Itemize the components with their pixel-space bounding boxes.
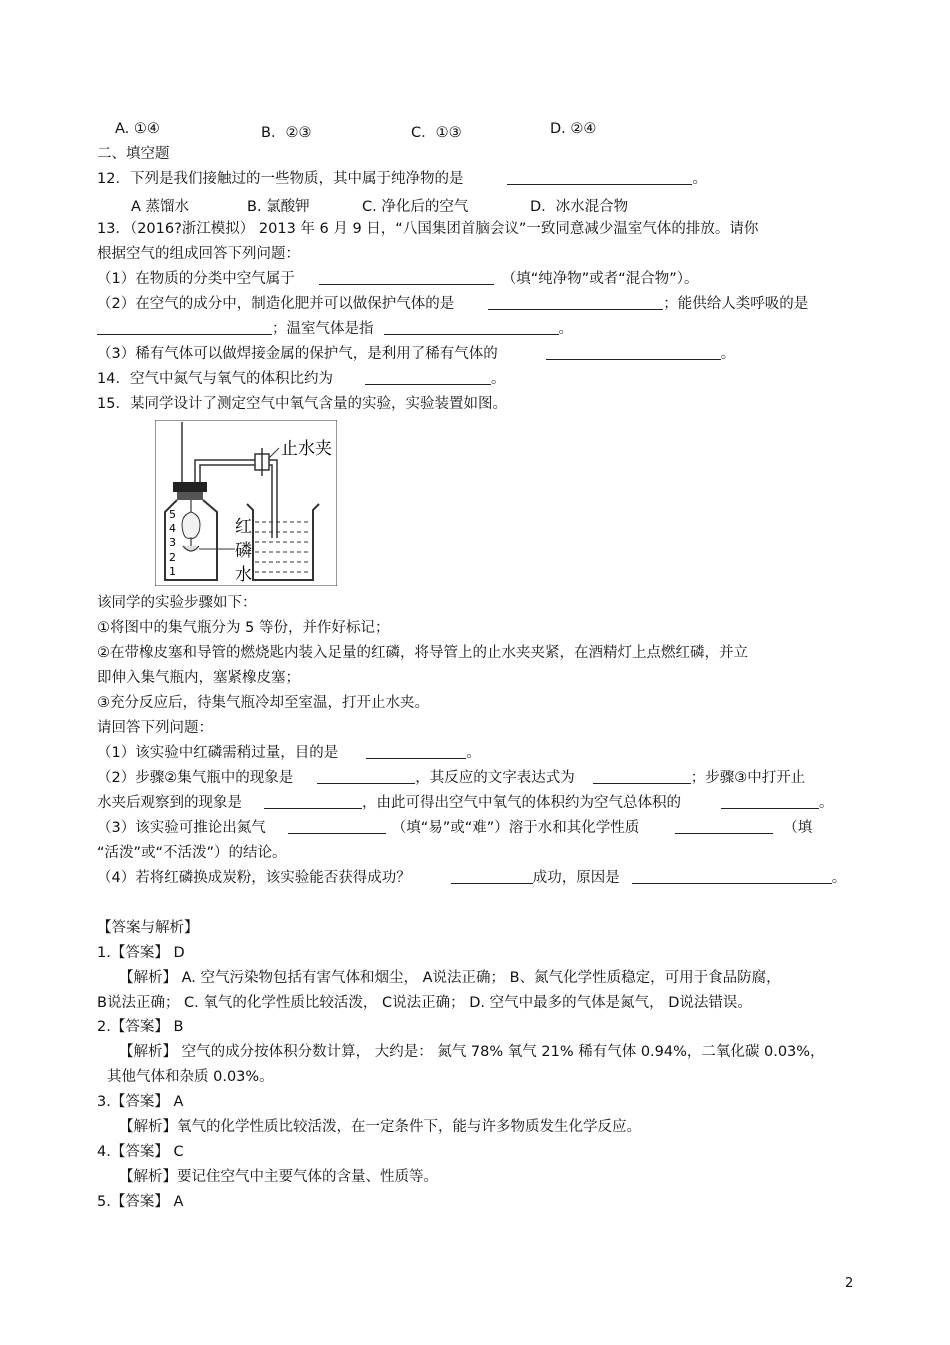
mark-2: 2 — [169, 551, 176, 564]
phosphorus-label-2: 磷 — [235, 541, 252, 561]
answer-1-explanation-2: B说法正确； C. 氧气的化学性质比较活泼， C说法正确； D. 空气中最多的气体是氮气， D说法错误。 — [97, 995, 752, 1011]
q11-option-b: B．②③ — [261, 125, 312, 141]
answer-blank[interactable] — [546, 345, 721, 360]
q12-option-a: A 蒸馏水 — [131, 199, 190, 215]
mark-4: 4 — [169, 522, 176, 535]
q11-option-c: C．①③ — [411, 125, 462, 141]
q11-option-a: A. ①④ — [115, 121, 160, 137]
q12-option-c: C. 净化后的空气 — [362, 199, 469, 215]
answer-blank[interactable] — [319, 270, 494, 285]
phosphorus-label-1: 红 — [235, 517, 252, 537]
mark-1: 1 — [169, 565, 176, 578]
q15-step-3: ③充分反应后，待集气瓶冷却至室温，打开止水夹。 — [97, 695, 429, 711]
answer-blank[interactable] — [632, 869, 832, 884]
page-number: 2 — [845, 1276, 854, 1291]
q15-step-1: ①将图中的集气瓶分为 5 等份，并作好标记； — [97, 620, 390, 636]
section-title: 二、填空题 — [97, 146, 170, 162]
clamp-label: 止水夹 — [281, 439, 332, 459]
answer-4: 4.【答案】 C — [97, 1144, 184, 1160]
answer-blank[interactable] — [721, 794, 819, 809]
answer-2-explanation-2: 其他气体和杂质 0.03%。 — [107, 1069, 274, 1085]
q11-option-d: D. ②④ — [550, 121, 597, 137]
q12-option-b: B. 氯酸钾 — [247, 199, 310, 215]
q13-stem-2: 根据空气的组成回答下列问题： — [97, 246, 300, 262]
answer-blank[interactable] — [488, 295, 663, 310]
answer-3-explanation: 【解析】氧气的化学性质比较活泼，在一定条件下，能与许多物质发生化学反应。 — [119, 1119, 641, 1135]
answer-blank[interactable] — [264, 794, 362, 809]
answer-2-explanation-1: 【解析】 空气的成分按体积分数计算， 大约是： 氮气 78% 氧气 21% 稀有气体 0.94%，二氧化碳 0.03%， — [119, 1044, 825, 1060]
q15-ask: 请回答下列问题： — [97, 720, 213, 736]
experiment-apparatus-figure — [155, 420, 337, 586]
q13-stem-1: 13．（2016?浙江模拟） 2013 年 6 月 9 日，“八国集团首脑会议”一致同意减少温室气体的排放。请你 — [97, 221, 759, 237]
answer-blank[interactable] — [97, 320, 272, 335]
answer-blank[interactable] — [384, 320, 559, 335]
answer-blank[interactable] — [366, 744, 466, 759]
q15-answer-4: （4）若将红磷换成炭粉，该实验能否获得成功？ 成功，原因是 。 — [97, 870, 847, 886]
q13-part-3: （3）稀有气体可以做焊接金属的保护气，是利用了稀有气体的 。 — [97, 346, 736, 362]
answer-blank[interactable] — [507, 170, 692, 185]
q15-answer-3: （3）该实验可推论出氮气 （填“易”或“难”）溶于水和其化学性质 （填 — [97, 820, 813, 836]
q15-answer-2-cont: 水夹后观察到的现象是 ，由此可得出空气中氧气的体积约为空气总体积的 。 — [97, 795, 834, 811]
answer-3: 3.【答案】 A — [97, 1094, 184, 1110]
water-label: 水 — [235, 565, 252, 585]
mark-3: 3 — [169, 536, 176, 549]
answer-blank[interactable] — [675, 819, 773, 834]
q13-part-2-cont: ；温室气体是指 。 — [97, 320, 573, 338]
answer-2: 2.【答案】 B — [97, 1019, 184, 1035]
q15-answer-3-cont: “活泼”或“不活泼”）的结论。 — [97, 845, 287, 861]
q12-stem: 12．下列是我们接触过的一些物质，其中属于纯净物的是 。 — [97, 171, 707, 187]
answer-1: 1.【答案】 D — [97, 945, 185, 961]
q13-part-2: （2）在空气的成分中，制造化肥并可以做保护气体的是 ；能供给人类呼吸的是 — [97, 296, 809, 312]
answer-blank[interactable] — [451, 869, 533, 884]
answer-blank[interactable] — [317, 769, 415, 784]
q15-step-2a: ②在带橡皮塞和导管的燃烧匙内装入足量的红磷，将导管上的止水夹夹紧，在酒精灯上点燃红磷，并立 — [97, 645, 748, 661]
q14-stem: 14．空气中氮气与氧气的体积比约为 。 — [97, 371, 506, 387]
answer-blank[interactable] — [593, 769, 691, 784]
q13-part-1: （1）在物质的分类中空气属于 （填“纯净物”或者“混合物”）。 — [97, 271, 699, 287]
answer-blank[interactable] — [288, 819, 386, 834]
mark-5: 5 — [169, 508, 176, 521]
q15-answer-2: （2）步骤②集气瓶中的现象是 ，其反应的文字表达式为 ；步骤③中打开止 — [97, 770, 806, 786]
answer-4-explanation: 【解析】要记住空气中主要气体的含量、性质等。 — [119, 1169, 438, 1185]
q15-step-2b: 即伸入集气瓶内，塞紧橡皮塞； — [97, 670, 300, 686]
q15-stem: 15．某同学设计了测定空气中氧气含量的实验，实验装置如图。 — [97, 396, 507, 412]
answer-5: 5.【答案】 A — [97, 1194, 184, 1210]
answers-title: 【答案与解析】 — [97, 920, 199, 936]
answer-blank[interactable] — [365, 370, 491, 385]
answer-1-explanation-1: 【解析】 A. 空气污染物包括有害气体和烟尘， A说法正确； B、氮气化学性质稳定，可用于食品防腐， — [119, 970, 781, 986]
q15-steps-title: 该同学的实验步骤如下： — [97, 595, 257, 611]
q12-option-d: D．冰水混合物 — [530, 199, 629, 215]
q15-answer-1: （1）该实验中红磷需稍过量，目的是 。 — [97, 745, 481, 761]
